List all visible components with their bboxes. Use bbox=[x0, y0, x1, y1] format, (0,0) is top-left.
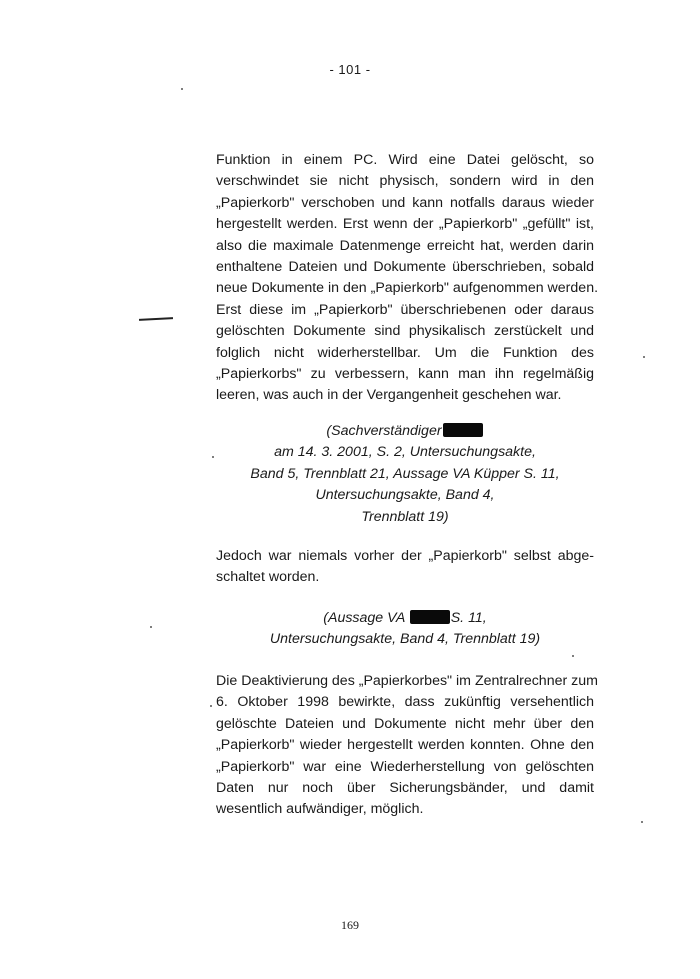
citation-text: (Aussage VA bbox=[323, 610, 405, 626]
scan-speck bbox=[641, 821, 643, 823]
page-number-bottom: 169 bbox=[341, 918, 359, 932]
paragraph-line: wesentlich aufwändiger, möglich. bbox=[216, 801, 424, 818]
citation-line bbox=[216, 421, 594, 442]
citation-1 bbox=[216, 421, 594, 528]
citation-line: Untersuchungsakte, Band 4, bbox=[315, 487, 495, 504]
paragraph-line: 6. Oktober 1998 bewirkte, dass zukünftig versehentlich bbox=[216, 694, 594, 711]
paragraph-line: „Papierkorbs" zu verbessern, kann man ihn regelmäßig bbox=[216, 366, 594, 383]
paragraph-line: Funktion in einem PC. Wird eine Datei gelöscht, so bbox=[216, 152, 594, 168]
citation-line: Band 5, Trennblatt 21, Aussage VA Küpper S. 11, bbox=[250, 465, 560, 482]
scan-speck bbox=[210, 705, 212, 707]
paragraph-line: folglich nicht widerherstellbar. Um die Funktion des bbox=[216, 344, 594, 361]
scan-speck bbox=[572, 655, 574, 657]
redaction-bar bbox=[443, 423, 483, 437]
citation-text: S. 11, bbox=[450, 610, 487, 626]
paragraph-2 bbox=[216, 546, 594, 589]
paragraph-line: gelöschten Dokumente sind physikalisch zerstückelt und bbox=[216, 323, 594, 340]
margin-mark bbox=[139, 317, 173, 321]
paragraph-line: verschwindet sie nicht physisch, sondern wird in den bbox=[216, 173, 594, 190]
paragraph-1 bbox=[216, 150, 599, 407]
paragraph-line: „Papierkorb" verschoben und kann notfalls daraus wieder bbox=[216, 194, 594, 211]
paragraph-line: also die maximale Datenmenge erreicht hat, werden darin bbox=[216, 237, 594, 254]
paragraph-line: Daten nur noch über Sicherungsbänder, und damit bbox=[216, 780, 594, 797]
paragraph-line: Erst diese im „Papierkorb" überschriebenen oder daraus bbox=[216, 301, 594, 318]
paragraph-line: „Papierkorb" war eine Wiederherstellung von gelöschten bbox=[216, 758, 594, 775]
citation-line: Trennblatt 19) bbox=[361, 508, 449, 525]
scan-speck bbox=[181, 88, 183, 90]
citation-line: Untersuchungsakte, Band 4, Trennblatt 19) bbox=[269, 631, 541, 648]
paragraph-line: neue Dokumente in den „Papierkorb" aufgenommen werden. bbox=[216, 280, 599, 297]
citation-line bbox=[216, 608, 594, 629]
page-number-top: - 101 - bbox=[329, 62, 371, 77]
citation-text: (Sachverständiger bbox=[326, 423, 442, 439]
scan-speck bbox=[150, 626, 152, 628]
scan-speck bbox=[643, 356, 645, 358]
citation-line: am 14. 3. 2001, S. 2, Untersuchungsakte, bbox=[274, 444, 536, 461]
paragraph-line: hergestellt werden. Erst wenn der „Papierkorb" „gefüllt" ist, bbox=[216, 216, 594, 233]
citation-2 bbox=[216, 608, 594, 651]
redaction-bar bbox=[410, 610, 450, 624]
paragraph-line: gelöschte Dateien und Dokumente nicht mehr über den bbox=[216, 715, 594, 732]
paragraph-line: Jedoch war niemals vorher der „Papierkorb" selbst abge- bbox=[216, 548, 594, 564]
scan-speck bbox=[212, 456, 214, 458]
paragraph-3 bbox=[216, 671, 598, 821]
paragraph-line: leeren, was auch in der Vergangenheit geschehen war. bbox=[216, 387, 562, 404]
paragraph-line: enthaltene Dateien und Dokumente überschrieben, sobald bbox=[216, 259, 594, 276]
paragraph-line: schaltet worden. bbox=[216, 569, 320, 586]
paragraph-line: „Papierkorb" wieder hergestellt werden konnten. Ohne den bbox=[216, 737, 594, 754]
paragraph-line: Die Deaktivierung des „Papierkorbes" im Zentralrechner zum bbox=[216, 673, 598, 689]
